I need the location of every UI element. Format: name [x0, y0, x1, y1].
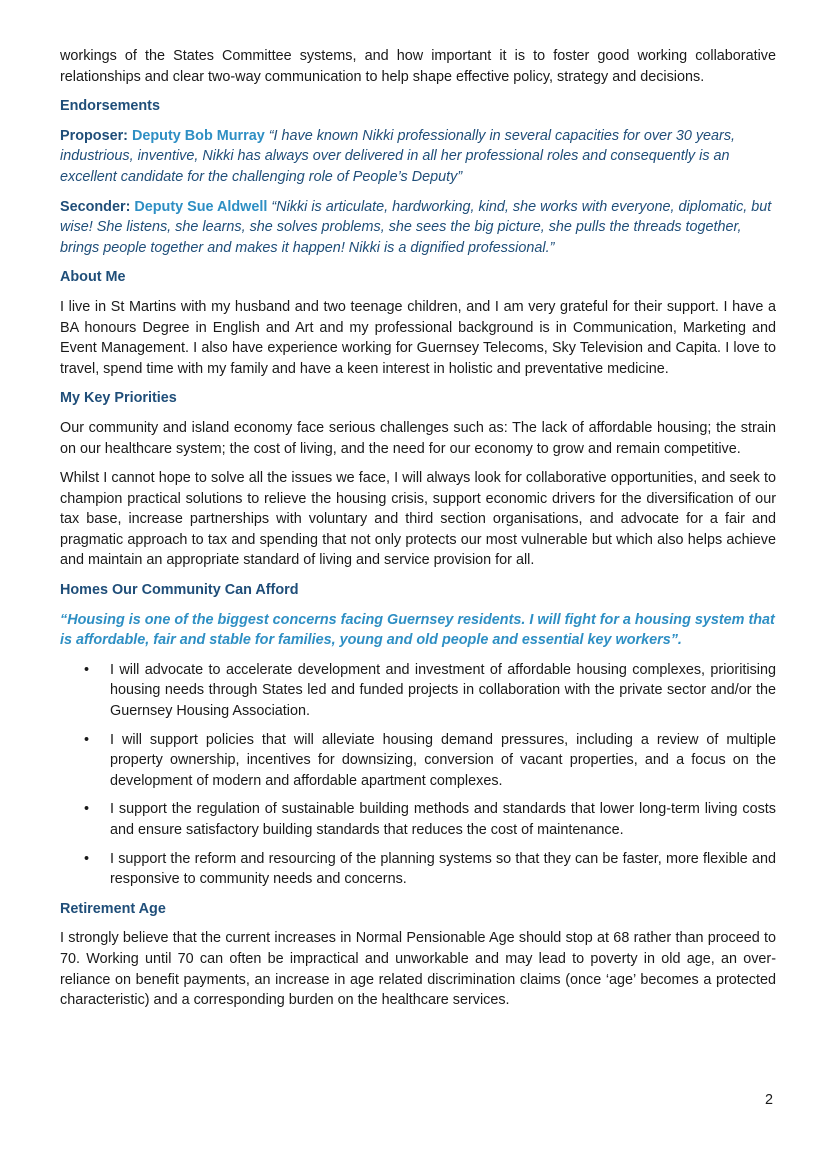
page-number: 2: [765, 1092, 774, 1108]
homes-bullet-list: [60, 660, 776, 890]
list-item-text: I support the reform and resourcing of the planning systems so that they can be faster, more flexible and responsive to community needs and concerns.: [110, 850, 776, 888]
bullet-icon: •: [84, 801, 90, 818]
proposer-endorsement: [60, 126, 776, 188]
list-item: [60, 730, 776, 792]
seconder-quote: “Nikki is articulate, hardworking, kind, she works with everyone, diplomatic, but wise! She listens, she learns, she solves problems, she sees the big picture, she pulls the threads together, brings people together and makes it happen! Nikki is a dignified professional.”: [60, 198, 772, 256]
list-item-text: I support the regulation of sustainable building methods and standards that lower long-term living costs and ensure satisfactory building standards that reduces the cost of maintenance.: [110, 801, 776, 838]
intro-paragraph: workings of the States Committee systems, and how important it is to foster good working collaborative relationships and clear two-way communication to help shape effective policy, strategy and decisions.: [60, 48, 776, 85]
list-item-text: I will support policies that will alleviate housing demand pressures, including a review of multiple property ownership, incentives for downsizing, conversion of vacant properties, and a focus on the development of modern and affordable apartment complexes.: [110, 731, 776, 789]
proposer-name: Deputy Bob Murray: [131, 127, 265, 144]
priorities-paragraph-2: Whilst I cannot hope to solve all the issues we face, I will always look for collaborative opportunities, and seek to champion practical solutions to relieve the housing crisis, support economic drivers for the diversification of our tax base, increase partnerships with voluntary and third section organisations, and advocate for a fair and pragmatic approach to tax and spending that not only protects our most vulnerable but which also helps achieve and maintain an appropriate standard of living and service provision for all.: [60, 470, 776, 569]
document-page: [60, 46, 776, 1020]
list-item: [60, 799, 776, 840]
retirement-paragraph: I strongly believe that the current increases in Normal Pensionable Age should stop at 68 rather than proceed to 70. Working until 70 can often be impractical and unworkable and may lead to poverty in old age, an over-reliance on benefit payments, an increase in age related discrimination claims (once ‘age’ becomes a protected characteristic) and a corresponding burden on the healthcare services.: [60, 930, 776, 1009]
priorities-heading: My Key Priorities: [60, 390, 177, 407]
proposer-quote: “I have known Nikki professionally in several capacities for over 30 years, industrious, inventive, Nikki has always over delivered in all her professional roles and consequently is an excellent candidate for the challenging role of People’s Deputy”: [60, 127, 736, 185]
proposer-label: Proposer:: [60, 127, 128, 144]
bullet-icon: •: [84, 850, 90, 867]
about-heading: About Me: [60, 269, 126, 286]
list-item: [60, 660, 776, 722]
list-item-text: I will advocate to accelerate development and investment of affordable housing complexes, prioritising housing needs through States led and funded projects in collaboration with the private sector and/or the Guernsey Housing Association.: [110, 661, 776, 720]
seconder-endorsement: [60, 197, 776, 259]
endorsements-heading: Endorsements: [60, 98, 160, 115]
priorities-paragraph-1: Our community and island economy face serious challenges such as: The lack of affordable housing; the strain on our healthcare system; the cost of living, and the need for our economy to grow and remain competitive.: [60, 419, 776, 457]
homes-heading: Homes Our Community Can Afford: [60, 582, 299, 599]
bullet-icon: •: [84, 661, 90, 678]
about-paragraph: I live in St Martins with my husband and two teenage children, and I am very grateful for their support. I have a BA honours Degree in English and Art and my professional background is in Communication, Marketing and Event Management. I also have experience working for Guernsey Telecoms, Sky Television and Capita. I love to travel, spend time with my family and have a keen interest in holistic and preventative medicine.: [60, 298, 776, 377]
homes-quote: “Housing is one of the biggest concerns facing Guernsey residents. I will fight for a housing system that is affordable, fair and stable for families, young and old people and essential key workers”.: [60, 611, 775, 649]
seconder-name: Deputy Sue Aldwell: [134, 198, 268, 215]
retirement-heading: Retirement Age: [60, 900, 166, 917]
bullet-icon: •: [84, 731, 90, 748]
seconder-label: Seconder:: [60, 198, 131, 215]
list-item: [60, 849, 776, 890]
